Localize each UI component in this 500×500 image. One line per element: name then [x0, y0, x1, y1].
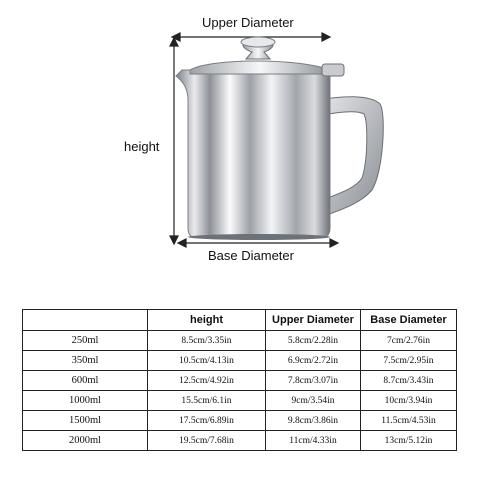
table-cell: 8.7cm/3.43in [361, 371, 457, 391]
dimension-label-base: Base Diameter [208, 248, 294, 263]
table-cell-volume: 250ml [23, 331, 148, 351]
body-base-rim [188, 234, 330, 240]
table-row [23, 351, 457, 371]
table-row [23, 411, 457, 431]
table-row [23, 391, 457, 411]
lid-hinge [322, 64, 344, 76]
dimension-label-upper: Upper Diameter [202, 15, 294, 30]
spec-table [22, 309, 457, 451]
base-arrow-left [178, 239, 186, 247]
table-cell-volume: 2000ml [23, 431, 148, 451]
table-cell: 12.5cm/4.92in [148, 371, 266, 391]
table-cell: 6.9cm/2.72in [266, 351, 361, 371]
height-arrow-bottom [170, 236, 178, 244]
table-header-row [23, 310, 457, 331]
table-cell: 11cm/4.33in [266, 431, 361, 451]
table-cell: 15.5cm/6.1in [148, 391, 266, 411]
pitcher-lid [190, 61, 330, 74]
table-cell: 19.5cm/7.68in [148, 431, 266, 451]
table-cell-volume: 1500ml [23, 411, 148, 431]
table-cell: 7cm/2.76in [361, 331, 457, 351]
table-cell: 7.8cm/3.07in [266, 371, 361, 391]
table-cell: 11.5cm/4.53in [361, 411, 457, 431]
table-cell: 7.5cm/2.95in [361, 351, 457, 371]
upper-arrow-right [322, 33, 330, 41]
table-cell: 13cm/5.12in [361, 431, 457, 451]
table-header-cell: Base Diameter [361, 310, 457, 331]
table-row [23, 331, 457, 351]
table-cell-volume: 1000ml [23, 391, 148, 411]
table-cell: 10cm/3.94in [361, 391, 457, 411]
table-cell-volume: 600ml [23, 371, 148, 391]
table-cell-volume: 350ml [23, 351, 148, 371]
table-row [23, 431, 457, 451]
table-cell: 8.5cm/3.35in [148, 331, 266, 351]
pitcher-body [176, 70, 330, 238]
table-cell: 5.8cm/2.28in [266, 331, 361, 351]
table-cell: 9cm/3.54in [266, 391, 361, 411]
dimension-label-height: height [124, 139, 160, 154]
table-cell: 10.5cm/4.13in [148, 351, 266, 371]
lid-knob-top [241, 37, 275, 47]
table-header-cell: Upper Diameter [266, 310, 361, 331]
table-row [23, 371, 457, 391]
table-cell: 17.5cm/6.89in [148, 411, 266, 431]
table-cell: 9.8cm/3.86in [266, 411, 361, 431]
table-header-cell [23, 310, 148, 331]
table-header-cell: height [148, 310, 266, 331]
base-arrow-right [330, 239, 338, 247]
